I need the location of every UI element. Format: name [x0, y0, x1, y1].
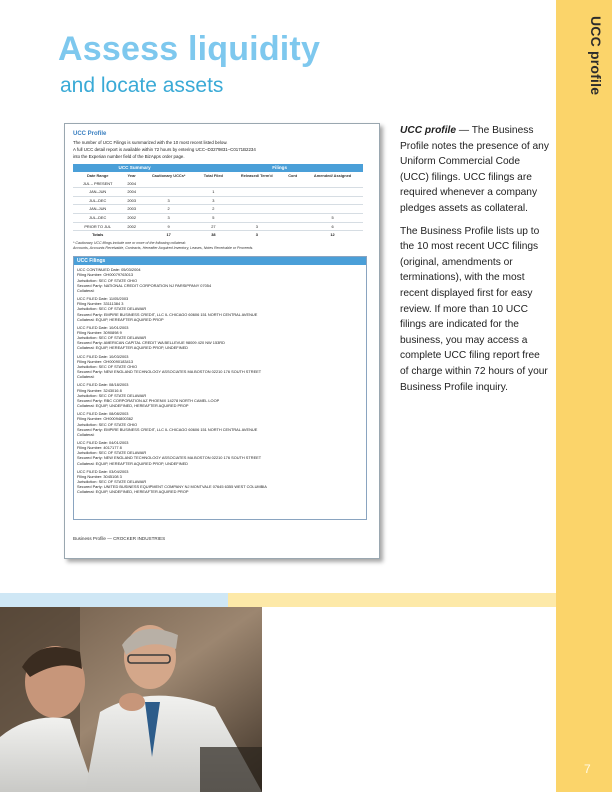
summary-cell: [283, 205, 302, 214]
filing-collateral: Collateral: EQUIP, HEREAFTER AQUIRED PROP, UNDEFINED: [77, 345, 188, 351]
accent-strip-yellow: [228, 593, 556, 607]
summary-cell: 3: [141, 196, 196, 205]
summary-cell: 5: [302, 213, 363, 222]
filing-jurisdiction: Jurisdiction: SEC OF STATE OHIO: [77, 277, 138, 283]
filing-date: UCC FILED Date: 03/04/2003: [77, 468, 129, 474]
summary-cell: 2004: [122, 188, 141, 197]
summary-cell: [230, 213, 283, 222]
summary-cell: [302, 205, 363, 214]
ucc-summary-table: [73, 164, 363, 239]
filing-jurisdiction: Jurisdiction: SEC OF STATE DELAWAR: [77, 450, 147, 456]
filing-entry: [74, 409, 366, 438]
body-copy: [400, 123, 550, 402]
summary-cell: [196, 179, 230, 187]
filing-date: UCC FILED Date: 10/01/2003: [77, 324, 129, 330]
summary-cell: 1: [196, 188, 230, 197]
summary-cell: 2002: [122, 213, 141, 222]
summary-cell: 17: [166, 232, 171, 238]
summary-cell: [302, 188, 363, 197]
filing-entry: [74, 323, 366, 352]
summary-cell: 2002: [122, 222, 141, 231]
filing-collateral: Collateral: EQUIP, HEREAFTER AQUIRED PROP, UNDEFINED: [77, 460, 188, 466]
summary-cell: [302, 179, 363, 187]
body-paragraph-1-text: — The Business Profile notes the presence of any Uniform Commercial Code (UCC) filings. UCC filings are required whenever a company pledges assets as collateral.: [400, 125, 549, 214]
summary-cell: 9: [141, 222, 196, 231]
filing-collateral: Collateral: EQUIP, HEREAFTER AQUIRED PROP: [77, 316, 164, 322]
filing-number: Filing Number: OH00079763013: [77, 272, 134, 278]
summary-col-header: Released/ Term'd: [240, 173, 273, 179]
filing-jurisdiction: Jurisdiction: SEC OF STATE DELAWAR: [77, 335, 147, 341]
filing-number: Filing Number: 3243016 8: [77, 387, 122, 393]
body-lead-term: UCC profile: [400, 125, 457, 136]
summary-col-header: Amended/ Assigned: [313, 173, 352, 179]
summary-cell: JUL–DEC: [73, 196, 122, 205]
filing-date: UCC FILED Date: 08/08/2003: [77, 411, 129, 417]
summary-cell: JUL–DEC: [73, 213, 122, 222]
summary-col-header: Cautionary UCCs*: [151, 173, 186, 179]
filing-number: Filing Number: 33111384 3: [77, 301, 124, 307]
summary-cell: 2: [141, 205, 196, 214]
report-detail-line-2: into the Experian number field of the BizApps order page.: [73, 153, 185, 159]
report-title: UCC Profile: [73, 131, 107, 137]
summary-cell: [230, 188, 283, 197]
filing-entry: [74, 352, 366, 381]
summary-cell: 38: [211, 232, 216, 238]
filing-secured: Secured Party: RBC CORPORATION AZ PHOENIX 14278 NORTH CAMEL LOOP: [77, 397, 220, 403]
summary-cell: [141, 179, 196, 187]
business-people-photo: [0, 607, 262, 792]
filing-number: Filing Number: 4017177 8: [77, 445, 122, 451]
summary-cell: 12: [330, 232, 335, 238]
filing-collateral: Collateral: EQUIP, UNDEFINED, HEREAFTER AQUIRED PROP: [77, 403, 189, 409]
summary-row: [73, 196, 363, 205]
summary-cell: 5: [196, 213, 230, 222]
summary-cell: [283, 188, 302, 197]
summary-col-header: Cont: [288, 173, 298, 179]
filing-number: Filing Number: OH00094800362: [77, 416, 134, 422]
summary-cell: [283, 231, 302, 239]
summary-cell: 3: [255, 232, 258, 238]
summary-col-header: Year: [127, 173, 136, 179]
body-paragraph-2: The Business Profile lists up to the 10 most recent UCC filings (original, amendments or terminations), with the most recent displayed first for easy review. If more than 10 UCC filings are indicated for the business, you may access a complete UCC filing report free of charge within 72 hours of your Business Profile inquiry.: [400, 225, 548, 393]
filing-number: Filing Number: 3045108 3: [77, 473, 122, 479]
filing-entry: [74, 294, 366, 323]
filing-number: Filing Number: OH00090183413: [77, 358, 134, 364]
summary-cell: 3: [196, 196, 230, 205]
summary-cell: 3: [141, 213, 196, 222]
summary-cell: 6: [302, 222, 363, 231]
summary-cell: [283, 222, 302, 231]
accent-strip-blue: [0, 593, 230, 607]
summary-cell: [302, 196, 363, 205]
filing-secured: Secured Party: AMERICAN CAPITAL CREDIT WA BELLEVUE 98009 420 NW 153RD: [77, 340, 225, 346]
report-footer: Business Profile — CROCKER INDUSTRIES: [73, 536, 166, 541]
summary-cell: [283, 213, 302, 222]
filing-jurisdiction: Jurisdiction: SEC OF STATE DELAWAR: [77, 392, 147, 398]
summary-cell: 2: [196, 205, 230, 214]
report-detail-line-1: A full UCC detail report is available within 72 hours by entering UCC–D3279831–C0171B2234: [73, 147, 256, 153]
ucc-filings-list: [73, 256, 367, 520]
summary-row: [73, 222, 363, 231]
summary-cell: [141, 188, 196, 197]
summary-cell: [283, 196, 302, 205]
summary-cell: JUL – PRESENT: [73, 179, 122, 187]
summary-row: [73, 213, 363, 222]
summary-cell: Totals: [92, 232, 104, 238]
summary-col-header: Date Range: [86, 173, 109, 179]
filing-collateral: Collateral: EQUIP, UNDEFINED, HEREAFTER AQUIRED PROP: [77, 489, 189, 495]
ucc-report-sample: [64, 123, 380, 559]
summary-row: [73, 188, 363, 197]
page-subtitle: and locate assets: [60, 74, 224, 97]
summary-col-header: Total Filed: [203, 173, 223, 179]
summary-cell: JAN–JUN: [73, 188, 122, 197]
filing-date: UCC FILED Date: 04/01/2003: [77, 439, 129, 445]
report-intro: The number of UCC Filings is summarized with the 10 most recent listed below.: [73, 140, 228, 146]
summary-cell: [230, 179, 283, 187]
filing-secured: Secured Party: NEW ENGLAND TECHNOLOGY ASSOCIATES MA BOSTON 02210 176 SOUTH STREET: [77, 455, 262, 461]
filing-collateral: Collateral:: [77, 431, 95, 437]
summary-cell: [230, 196, 283, 205]
filing-date: UCC CONTINUED Date: 05/03/2004: [77, 267, 141, 273]
section-tab-label: UCC profile: [588, 16, 604, 96]
summary-footnote-2: Accounts, Accounts Receivable, Contracts, Hereafter Acquired Inventory, Leases, Notes Receivable or Proceeds.: [73, 245, 254, 250]
filing-jurisdiction: Jurisdiction: SEC OF STATE OHIO: [77, 363, 138, 369]
summary-cell: [122, 231, 141, 239]
filing-jurisdiction: Jurisdiction: SEC OF STATE OHIO: [77, 421, 138, 427]
body-paragraph-1: [400, 123, 550, 217]
summary-header-left: UCC Summary: [73, 164, 196, 172]
summary-row: [73, 179, 363, 187]
filing-entry: [74, 380, 366, 409]
summary-cell: JAN–JUN: [73, 205, 122, 214]
filing-date: UCC FILED Date: 11/05/2003: [77, 296, 129, 302]
filing-jurisdiction: Jurisdiction: SEC OF STATE DELAWAR: [77, 306, 147, 312]
filing-secured: Secured Party: EMPIRE BUSINESS CREDIT, LLC IL CHICAGO 60606 151 NORTH CENTRAL AVENUE: [77, 426, 258, 432]
summary-cell: [283, 179, 302, 187]
filing-secured: Secured Party: NATIONAL CREDIT CORPORATION NJ PARSIPPANY 07054: [77, 282, 212, 288]
filing-secured: Secured Party: NEW ENGLAND TECHNOLOGY ASSOCIATES MA BOSTON 02210 176 SOUTH STREET: [77, 369, 262, 375]
filing-secured: Secured Party: EMPIRE BUSINESS CREDIT, LLC IL CHICAGO 60606 151 NORTH CENTRAL AVENUE: [77, 311, 258, 317]
filing-secured: Secured Party: UNITED BUSINESS EQUIPMENT COMPANY NJ MONTVALE 07645 6355 WEST COLUMBIA: [77, 484, 267, 490]
summary-row: [73, 231, 363, 239]
filing-entry: [74, 438, 366, 467]
summary-cell: [230, 205, 283, 214]
filing-date: UCC FILED Date: 08/18/2003: [77, 382, 129, 388]
filing-collateral: Collateral:: [77, 374, 95, 380]
filing-date: UCC FILED Date: 10/03/2003: [77, 353, 129, 359]
summary-cell: 27: [196, 222, 230, 231]
filing-entry: [74, 467, 366, 496]
filings-header: UCC Filings: [74, 257, 366, 266]
filing-entry: [74, 265, 366, 294]
filing-jurisdiction: Jurisdiction: SEC OF STATE DELAWAR: [77, 479, 147, 485]
summary-cell: 3: [230, 222, 283, 231]
summary-cell: 2004: [122, 179, 141, 187]
summary-row: [73, 205, 363, 214]
page-title: Assess liquidity: [58, 30, 321, 68]
summary-cell: 2003: [122, 196, 141, 205]
filing-collateral: Collateral:: [77, 287, 95, 293]
summary-cell: PRIOR TO JUL: [73, 222, 122, 231]
summary-cell: 2003: [122, 205, 141, 214]
summary-footnote-1: * Cautionary UCC filings include one or more of the following collateral:: [73, 240, 186, 245]
summary-header-right: Filings: [196, 164, 363, 172]
page-number: 7: [584, 762, 591, 776]
filing-number: Filing Number: 3090898 9: [77, 330, 122, 335]
